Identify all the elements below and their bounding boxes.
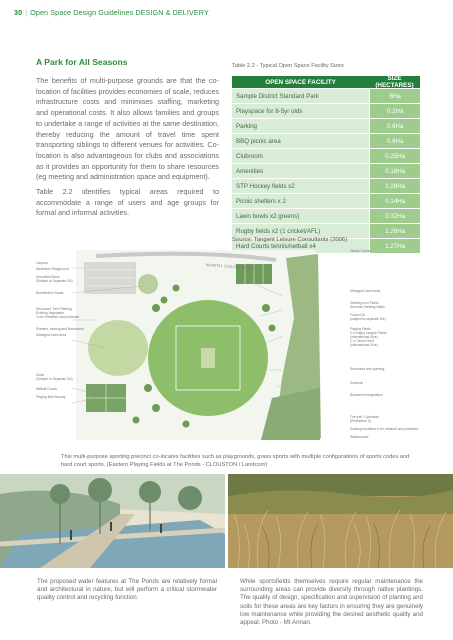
facility-size-cell: 1.28Ha — [370, 179, 420, 193]
table-header-row — [232, 76, 420, 88]
facility-name-cell: Parking — [232, 119, 369, 133]
facility-size-cell: 0.6Ha — [370, 119, 420, 133]
plan-label: Netball Courts — [36, 387, 57, 391]
plan-label: (International Size) — [350, 335, 378, 339]
facility-name-cell: STP Hockey fields x2 — [232, 179, 369, 193]
plan-label: Managed Lawn Area — [350, 289, 381, 293]
plan-label: Existing bushland to be retained and protected — [350, 427, 418, 431]
section-name: DESIGN & DELIVERY — [135, 8, 209, 17]
plan-label: Future DA — [350, 313, 366, 317]
plan-label: 2 x Rugby League Fields — [350, 331, 387, 335]
page-header — [14, 8, 209, 17]
site-plan — [36, 248, 420, 443]
facility-name-cell: Hard Courts tennis/netball x4 — [232, 239, 369, 253]
facility-name-cell: Rugby fields x2 (1 cricket/AFL) — [232, 224, 369, 238]
facility-size-cell: 0.25Ha — [370, 149, 420, 163]
plan-label: Viewing over Fields — [350, 301, 379, 305]
plan-label: (Subject to Separate DA) — [36, 377, 73, 381]
plan-label: (International Size) — [350, 343, 378, 347]
header-size: SIZE (HECTARES) — [375, 75, 414, 89]
facility-size-cell: 1.26Ha — [370, 224, 420, 238]
facility-name-cell: Sample District Standard Park — [232, 89, 369, 103]
plan-label: 1 x Cricket Field — [350, 339, 374, 343]
photo-caption-left: The proposed water features at The Ponds are relatively formal and architectural in nature, but will perform a critical stormwater quality control and recycling function. — [37, 578, 217, 602]
plan-label: Structure Seating Steps — [350, 305, 385, 309]
plan-label: Shelters, seating and Barbecues — [36, 327, 84, 331]
plan-label: Adventure Playground — [36, 267, 69, 271]
plan-lawn-left — [88, 320, 148, 376]
plan-label: Fire trail / Cycleway — [350, 415, 379, 419]
article-paragraph-2: Table 2.2 identifies typical areas required to accommodate a range of users and age groups for formal and informal activities. — [36, 187, 219, 218]
plan-label: (Subject to Separate DA) — [36, 279, 73, 283]
plan-label: Playing field fencing — [36, 395, 66, 399]
table-row — [232, 89, 420, 103]
table-row — [232, 194, 420, 208]
facility-name-cell: BBQ picnic area — [232, 134, 369, 148]
photo-water-feature — [0, 474, 225, 568]
photo-caption-right: While sportsfields themselves require regular maintenance the surrounding areas can provide diversity through native plantings. The quality of design, specification and supervision of planting and soils for these areas are key factors in ensuring they are genuinely low maintenance while providing the desired aesthetic quality and appeal. Photo - Mt Annan. — [240, 578, 423, 627]
table-row — [232, 209, 420, 223]
plan-label: Structured Tree Planting — [36, 307, 72, 311]
facility-name-cell: Amenities — [232, 164, 369, 178]
table-row — [232, 224, 420, 238]
page-number: 30 — [14, 8, 23, 17]
facility-name-cell: Lawn bowls x2 greens) — [232, 209, 369, 223]
article-title: A Park for All Seasons — [36, 57, 128, 67]
table-row — [232, 104, 420, 118]
plan-label: (Pedestrian 3) — [350, 419, 371, 423]
table-row — [232, 164, 420, 178]
plan-label: Kiosk — [36, 373, 45, 377]
plan-label: Bushland revegetation — [350, 393, 383, 397]
plan-label: Playing Fields — [350, 327, 371, 331]
table-caption: Table 2.2 - Typical Open Space Facility Sizes — [232, 63, 344, 69]
plan-label: Existing Vegetation — [36, 311, 65, 315]
plan-label: To be Retained and protected — [36, 315, 80, 319]
plan-cricket-pitch — [201, 348, 215, 368]
table-source: Source: Tangent Leisure Consultants (2006) — [232, 237, 348, 243]
plan-label: Watercourse — [350, 435, 369, 439]
facility-size-cell: 0.16Ha — [370, 164, 420, 178]
facility-name-cell: Playspace for 8-5yr olds — [232, 104, 369, 118]
native-planting-image — [228, 474, 453, 568]
facility-size-cell: 0.32Ha — [370, 209, 420, 223]
water-feature-image — [0, 474, 225, 568]
photo-native-planting — [228, 474, 453, 568]
header-facility: OPEN SPACE FACILITY — [265, 78, 336, 86]
header-separator: | — [25, 8, 28, 17]
table-row — [232, 134, 420, 148]
publication-title: Open Space Design Guidelines — [30, 8, 134, 17]
facility-size-cell: 0.6Ha — [370, 134, 420, 148]
table-body — [232, 89, 420, 252]
plan-label: Carpark — [36, 261, 48, 265]
figure-caption: This multi-purpose sporting precinct co-locates facilities such as playgrounds, grass sports with multiple configurations of sports codes and hard court sports. (Eastern Playing Fields at The Ponds - CLOUSTON / Landcom) — [61, 454, 410, 468]
facility-name-cell: Clubroom — [232, 149, 369, 163]
plan-label: Amenities Block — [36, 275, 60, 279]
plan-road-label: NORTH SOUTH ROAD — [205, 262, 257, 271]
table-row — [232, 179, 420, 193]
plan-playground — [138, 274, 158, 294]
facility-size-cell: 1.27Ha — [370, 239, 420, 253]
plan-label: Tennis Courts — [350, 249, 371, 253]
table-row — [232, 119, 420, 133]
plan-label: (subject to separate DA) — [350, 317, 386, 321]
facility-name-cell: Picnic shelters x 2 — [232, 194, 369, 208]
plan-label: Structured tree planting — [350, 367, 385, 371]
facility-size-cell: 6Ha — [370, 89, 420, 103]
plan-label: Managed Lawn Area — [36, 333, 67, 337]
facility-size-cell: 0.2Ha — [370, 104, 420, 118]
facility-size-cell: 0.14Ha — [370, 194, 420, 208]
table-row — [232, 149, 420, 163]
plan-label: Bioretention Swale — [36, 291, 64, 295]
facility-size-table — [232, 76, 420, 253]
plan-label: Entrance — [350, 381, 364, 385]
article-paragraph-1: The benefits of multi-purpose grounds are that the co-location of facilities provides economies of scale, reduces infrastructure costs and minimises staffing, marketing and operational costs. It also allows families and groups to undertake a range of activities at the same destination, thereby reducing the amount of travel time spent transporting siblings to different venues for activities. Co-location is also advantageous for clubs and associations as it provides an opportunity for them to share resources (eg meeting and administration space and equipment). — [36, 76, 219, 182]
